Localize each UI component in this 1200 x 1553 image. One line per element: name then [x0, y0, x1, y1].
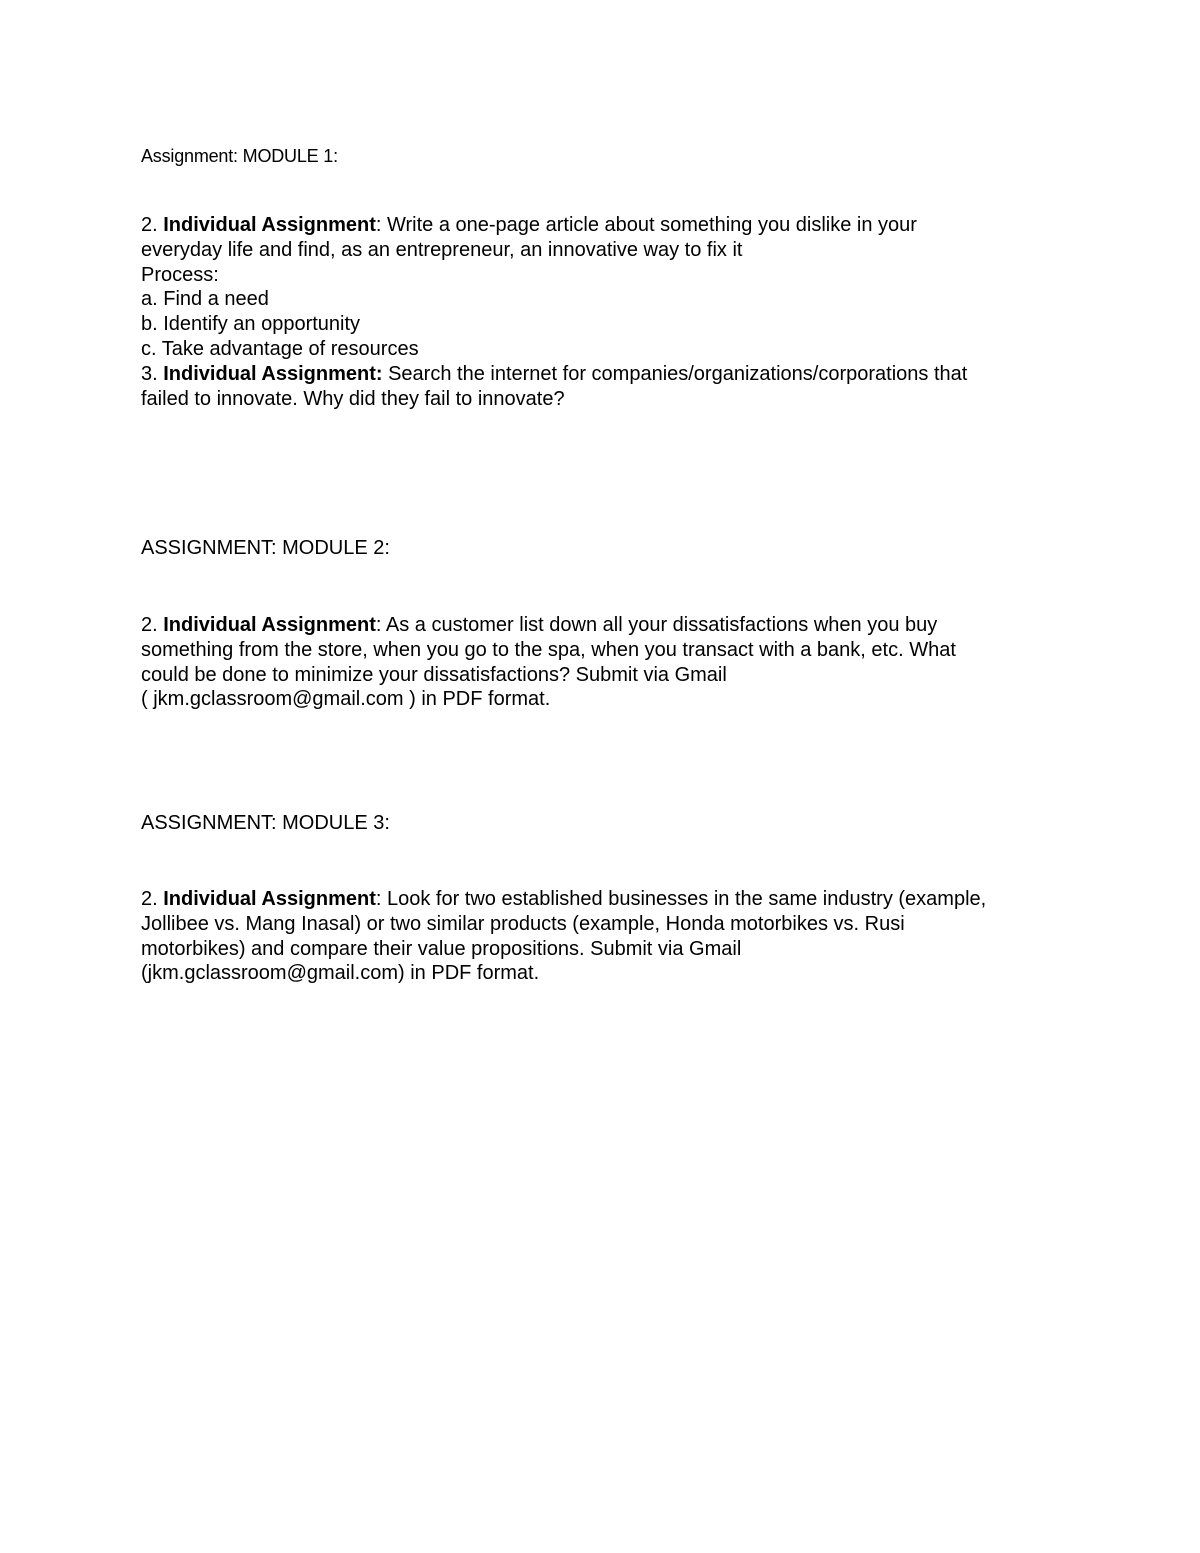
module-1-item-2-line-2: everyday life and find, as an entrepreneur, an innovative way to fix it — [141, 238, 743, 261]
process-step-b: b. Identify an opportunity — [141, 313, 361, 336]
module-2-item-2-number: 2. — [141, 614, 164, 636]
module-1-item-2-number: 2. — [141, 214, 164, 236]
module-1-item-2-text: : Write a one-page article about something you dislike in your — [375, 214, 917, 236]
module-1-heading-colon-2: : — [333, 146, 338, 166]
module-1-item-3-number: 3. — [141, 362, 164, 385]
module-3-item-2-line-4: (jkm.gclassroom@gmail.com) in PDF format. — [141, 962, 540, 985]
module-1-item-3-line-2: failed to innovate. Why did they fail to innovate? — [141, 387, 565, 410]
module-2-item-2-label: Individual Assignment — [163, 614, 376, 636]
module-3-assignment-2 — [141, 887, 1071, 986]
module-2-item-2-line-1 — [141, 613, 1071, 638]
module-1-item-2-line-1 — [141, 213, 1071, 238]
process-step-a: a. Find a need — [141, 288, 269, 311]
module-3-item-2-label: Individual Assignment — [163, 888, 376, 910]
module-3-item-2-text: : Look for two established businesses in the same industry (example, — [375, 888, 987, 910]
module-3-item-2-line-2: Jollibee vs. Mang Inasal) or two similar products (example, Honda motorbikes vs. Rusi — [141, 912, 905, 935]
module-1-heading-rest: MODULE 1 — [237, 146, 334, 166]
module-1-assignment-2 — [141, 213, 1071, 411]
module-2-item-2-line-3: could be done to minimize your dissatisfactions? Submit via Gmail — [141, 663, 727, 686]
module-2-heading: ASSIGNMENT: MODULE 2: — [141, 537, 390, 559]
module-2-item-2-line-2: something from the store, when you go to the spa, when you transact with a bank, etc. What — [141, 638, 956, 661]
module-3-heading: ASSIGNMENT: MODULE 3: — [141, 812, 390, 834]
process-label: Process: — [141, 263, 219, 286]
module-1-item-2-label: Individual Assignment — [163, 214, 376, 236]
module-2-item-2-line-4: ( jkm.gclassroom@gmail.com ) in PDF format. — [141, 688, 551, 711]
module-1-heading — [141, 143, 338, 169]
module-1-item-3-label: Individual Assignment: — [163, 362, 383, 385]
module-2-assignment-2 — [141, 613, 1071, 712]
module-2-item-2-text: : As a customer list down all your dissatisfactions when you buy — [375, 614, 938, 636]
module-1-item-3-line-1 — [141, 362, 1071, 387]
module-3-item-2-number: 2. — [141, 888, 164, 910]
module-3-item-2-line-1 — [141, 887, 1071, 912]
module-1-heading-colon: : — [233, 146, 238, 166]
process-step-c: c. Take advantage of resources — [141, 337, 419, 360]
module-3-item-2-line-3: motorbikes) and compare their value propositions. Submit via Gmail — [141, 937, 742, 960]
module-1-heading-prefix: Assignment — [141, 146, 234, 166]
module-1-item-3-text: Search the internet for companies/organizations/corporations that — [382, 362, 968, 385]
